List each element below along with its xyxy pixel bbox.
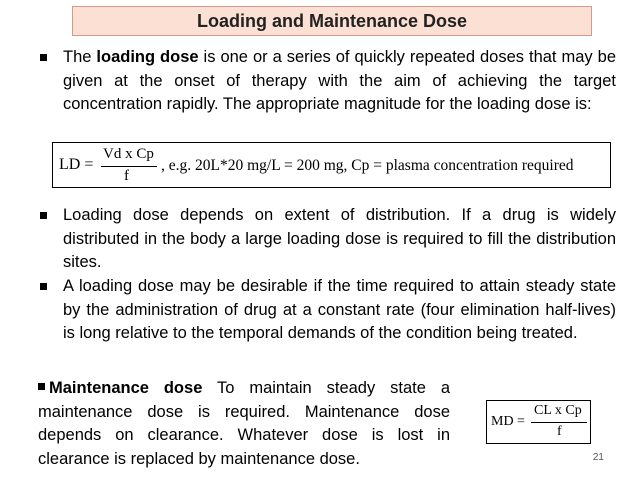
page-number: 21: [592, 452, 604, 463]
formula-denominator: f: [124, 168, 129, 184]
loading-dose-formula: [52, 142, 611, 188]
formula-lhs: LD =: [59, 156, 94, 173]
formula-numerator: Vd x Cp: [103, 146, 154, 162]
loading-dose-term: loading dose: [96, 48, 199, 66]
bullet-steady-state: [40, 275, 616, 346]
maintenance-dose-term: Maintenance dose: [49, 379, 203, 397]
maintenance-dose-paragraph: [38, 377, 450, 471]
fraction-bar: [101, 166, 157, 167]
bullet-loading-dose-definition: [40, 46, 616, 117]
formula-numerator: CL x Cp: [534, 403, 582, 418]
square-bullet-icon: [40, 283, 47, 290]
formula-example: , e.g. 20L*20 mg/L = 200 mg, Cp = plasma concentration required: [161, 157, 574, 174]
slide-title: Loading and Maintenance Dose: [72, 6, 592, 36]
bullet-prefix: The: [63, 48, 97, 66]
maintenance-dose-formula: [486, 400, 591, 444]
square-bullet-icon: [40, 54, 47, 61]
bullet-distribution: [40, 204, 616, 275]
bullet-text: Loading dose depends on extent of distribution. If a drug is widely distributed in the body a large loading dose is required to fill the distribution sites.: [63, 206, 616, 271]
maintenance-text: To maintain steady state a maintenance dose is required. Maintenance dose depends on clearance. Whatever dose is lost in clearance is replaced by maintenance dose.: [38, 379, 450, 468]
formula-lhs: MD =: [491, 414, 525, 429]
formula-denominator: f: [557, 424, 562, 439]
square-bullet-icon: [38, 383, 45, 390]
square-bullet-icon: [40, 212, 47, 219]
bullet-text: is one or a series of quickly repeated doses that may be given at the onset of therapy with the aim of achieving the target concentration rapidly. The appropriate magnitude for the loading dose is:: [63, 48, 616, 113]
bullet-text: A loading dose may be desirable if the time required to attain steady state by the administration of drug at a constant rate (four elimination half-lives) is long relative to the temporal demands of the condition being treated.: [63, 277, 616, 342]
fraction-bar: [531, 422, 587, 423]
